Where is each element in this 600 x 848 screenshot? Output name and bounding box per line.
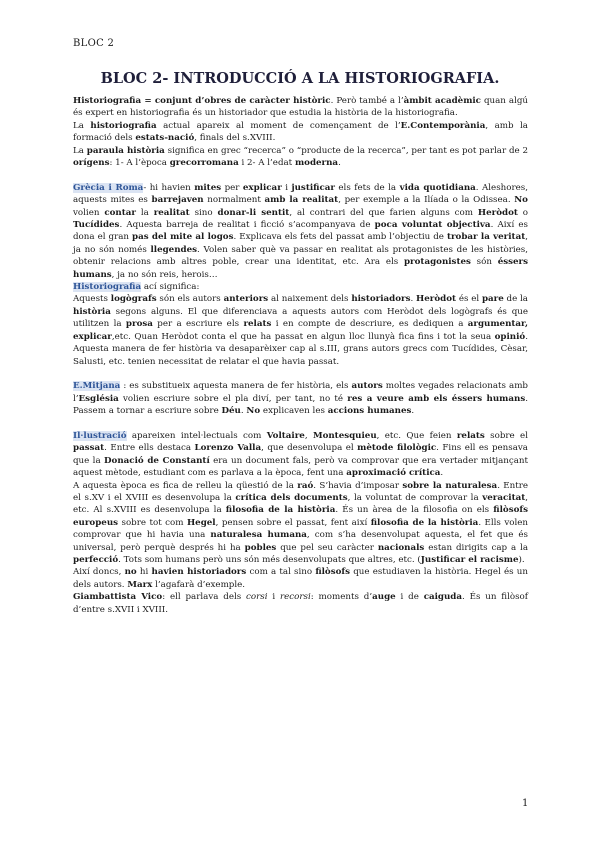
- philosophers-paragraph: Així doncs, no hi havien historiadors com a tal sino filòsofs que estudiaven la història. Hegel és un dels autors. Marx l’agafarà d’exemple.: [73, 567, 528, 590]
- document-body: [73, 95, 528, 616]
- reason-paragraph: A aquesta època es fica de relleu la qüestió de la raó. S’havia d’imposar sobre la naturalesa. Entre el s.XV i el XVIII es desenvolupa la crítica dels documents, la voluntat de comprovar la veracitat, etc. Al s.XVIII es desenvolupa la filosofia de la història. És un àrea de la filosofia on els filòsofs europeus sobre tot com Hegel, pensen sobre el passat, fent així filosofia de la història. Ells volen comprovar que hi havia una naturalesa humana, com s’ha desenvolupat aquesta, el fet que és universal, però perquè després hi ha pobles que pel seu caràcter nacionals estan dirigits cap a la perfecció. Tots som humans però uns són més desenvolupats que altres, etc. (Justificar el racisme).: [73, 480, 529, 565]
- paragraph-gap: [73, 418, 528, 430]
- enlightenment-paragraph: Il·lustració apareixen intel·lectuals com Voltaire, Montesquieu, etc. Que feien relats sobre el passat. Entre ells destaca Lorenzo Valla, que desenvolupa el mètode filològic. Fins ell es pensava que la Donació de Constantí era un document fals, però va comprovar que era vertader mitjançant aquest mètode, estudiant com es parlava a la època, fent una aproximació crítica.: [73, 430, 528, 479]
- paragraph-gap: [73, 169, 528, 181]
- page-title: BLOC 2- INTRODUCCIÓ A LA HISTORIOGRAFIA.: [100, 70, 500, 87]
- historiography-meaning-paragraph: Historiografia ací significa:: [73, 282, 200, 293]
- vico-paragraph: Giambattista Vico: ell parlava dels corsi i recorsi: moments d’auge i de caiguda. És un filòsof d’entre s.XVII i XVIII.: [73, 592, 528, 615]
- running-head: BLOC 2: [73, 38, 115, 49]
- greece-rome-paragraph: Grècia i Roma- hi havien mites per explicar i justificar els fets de la vida quotidiana. Aleshores, aquests mites es barrejaven normalment amb la realitat, per exemple a la Ilíada o la Odissea. No volien contar la realitat sino donar-li sentit, al contrari del que farien alguns com Heròdot o Tucídides. Aquesta barreja de realitat i ficció s’acompanyava de poca voluntat objectiva. Així es dona el gran pas del mite al logos. Explicava els fets del passat amb l’objectiu de trobar la veritat, ja no són només llegendes. Volen saber què va passar en realitat als protagonistes de les històries, obtenir relacions amb altres poble, crear una identitat, etc. Ara els protagonistes són éssers humans, ja no són reis, herois…: [73, 182, 529, 280]
- origin-paragraph: La historiografia actual apareix al moment de començament de l’E.Contemporània, amb la formació dels estats-nació, finals del s.XVIII.: [73, 120, 528, 144]
- page-number: 1: [522, 798, 529, 809]
- definition-paragraph: Historiografia = conjunt d’obres de caràcter històric. Però també a l’àmbit acadèmic quan algú és expert en historiografia és un historiador que estudia la història de la historiografia.: [73, 96, 528, 119]
- paragraph-gap: [73, 368, 528, 380]
- logographers-paragraph: Aquests logògrafs són els autors anteriors al naixement dels historiadors. Heròdot és el pare de la història segons alguns. El que diferenciava a aquests autors com Heròdot dels logògrafs és que utilitzen la prosa per a escriure els relats i en compte de descriure, es dediquen a argumentar, explicar,etc. Quan Heròdot conta el que ha passat en algun lloc llunyà fica fins i tot la seua opinió. Aquesta manera de fer història va desaparèixer cap al s.III, grans autors grecs com Tucídides, Cèsar, Salusti, etc. tenien necessitat de relatar el que havia passat.: [73, 294, 528, 367]
- middle-ages-paragraph: E.Mitjana : es substitueix aquesta manera de fer història, els autors moltes vegades relacionats amb l’Església volien escriure sobre el pla diví, per tant, no té res a veure amb els éssers humans. Passem a tornar a escriure sobre Déu. No explicaven les accions humanes.: [73, 381, 528, 417]
- etymology-paragraph: La paraula història significa en grec “recerca” o “producte de la recerca”, per tant es pot parlar de 2 orígens: 1- A l’època grecorromana i 2- A l’edat moderna.: [73, 145, 528, 169]
